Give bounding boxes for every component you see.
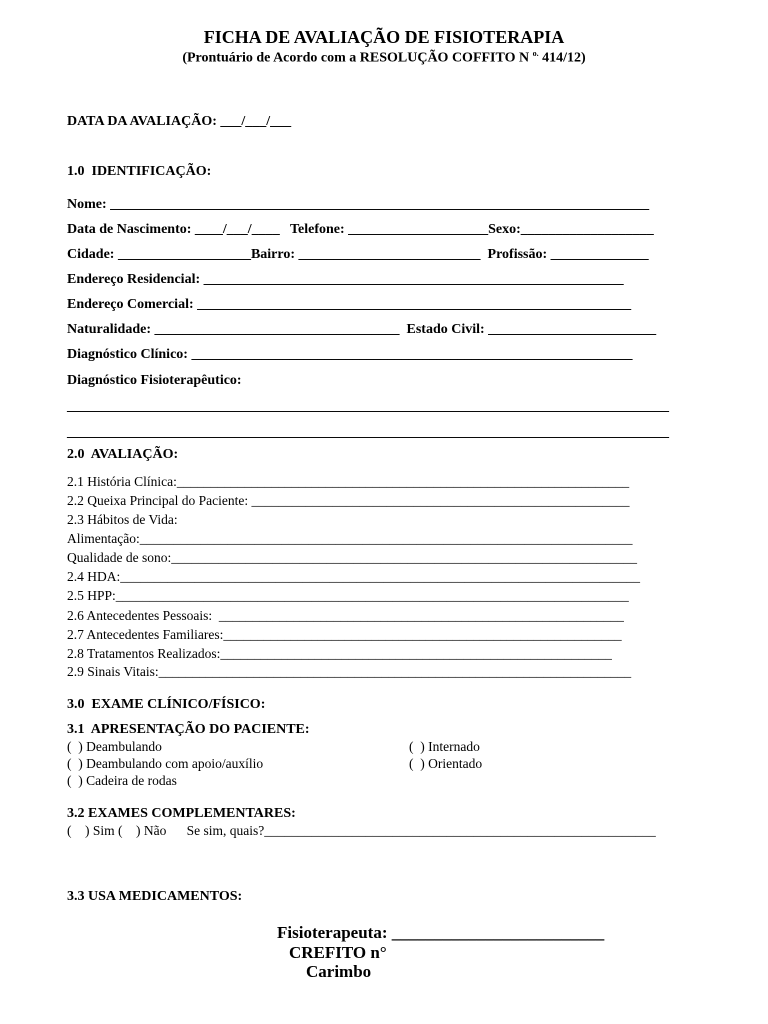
medications-heading: 3.3 USA MEDICAMENTOS: bbox=[67, 889, 243, 904]
clinical-history-field[interactable]: 2.1 História Clínica:___________________________________________________________________ bbox=[67, 474, 630, 489]
complementary-exams-heading: 3.2 EXAMES COMPLEMENTARES: bbox=[67, 806, 296, 821]
commercial-address-field[interactable]: Endereço Comercial: ______________________________________________________________ bbox=[67, 297, 632, 312]
personal-history-field[interactable]: 2.6 Antecedentes Pessoais: ____________________________________________________________ bbox=[67, 608, 624, 623]
presentation-heading: 3.1 APRESENTAÇÃO DO PACIENTE: bbox=[67, 722, 310, 737]
checkbox-oriented[interactable]: ( ) Orientado bbox=[409, 756, 483, 771]
main-complaint-field[interactable]: 2.2 Queixa Principal do Paciente: ________________________________________________________ bbox=[67, 493, 630, 508]
section-heading: 1.0 IDENTIFICAÇÃO: bbox=[67, 164, 212, 179]
subtitle-number: 414/12) bbox=[538, 50, 586, 66]
family-history-field[interactable]: 2.7 Antecedentes Familiares:___________________________________________________________ bbox=[67, 627, 622, 642]
name-field[interactable]: Nome: _____________________________________________________________________________ bbox=[67, 197, 650, 212]
birthplace-marital-status-field[interactable]: Naturalidade: ___________________________________ Estado Civil: ________________________ bbox=[67, 322, 657, 337]
physio-diagnosis-label: Diagnóstico Fisioterapêutico: bbox=[67, 373, 242, 388]
residential-address-field[interactable]: Endereço Residencial: ____________________________________________________________ bbox=[67, 272, 624, 287]
form-subtitle bbox=[0, 50, 768, 66]
hpp-field[interactable]: 2.5 HPP:____________________________________________________________________________ bbox=[67, 588, 629, 603]
form-title: FICHA DE AVALIAÇÃO DE FISIOTERAPIA bbox=[203, 27, 565, 47]
stamp-label: Carimbo bbox=[306, 962, 372, 981]
birth-phone-sex-field[interactable]: Data de Nascimento: ____/___/____ Telefone: ____________________Sexo:___________________ bbox=[67, 222, 654, 237]
clinical-diagnosis-field[interactable]: Diagnóstico Clínico: _______________________________________________________________ bbox=[67, 347, 633, 362]
physio-diagnosis-line[interactable]: ______________________________________________________________________________________ bbox=[67, 425, 669, 440]
sleep-quality-field[interactable]: Qualidade de sono:_____________________________________________________________________ bbox=[67, 550, 637, 565]
vital-signs-field[interactable]: 2.9 Sinais Vitais:______________________________________________________________________ bbox=[67, 664, 632, 679]
subtitle-text: (Prontuário de Acordo com a RESOLUÇÃO COFFITO N bbox=[182, 50, 533, 66]
evaluation-date-field[interactable]: DATA DA AVALIAÇÃO: ___/___/___ bbox=[67, 114, 292, 129]
physio-diagnosis-line[interactable]: ______________________________________________________________________________________ bbox=[67, 399, 669, 414]
section-heading: 2.0 AVALIAÇÃO: bbox=[67, 447, 179, 462]
diet-field[interactable]: Alimentação:_________________________________________________________________________ bbox=[67, 531, 633, 546]
checkbox-hospitalized[interactable]: ( ) Internado bbox=[409, 739, 480, 754]
previous-treatments-field[interactable]: 2.8 Tratamentos Realizados:__________________________________________________________ bbox=[67, 646, 612, 661]
crefito-label: CREFITO n° bbox=[289, 943, 387, 962]
checkbox-wheelchair[interactable]: ( ) Cadeira de rodas bbox=[67, 773, 177, 788]
checkbox-walking[interactable]: ( ) Deambulando bbox=[67, 739, 162, 754]
city-neighborhood-profession-field[interactable]: Cidade: ___________________Bairro: __________________________ Profissão: ______________ bbox=[67, 247, 649, 262]
physiotherapist-signature-field[interactable]: Fisioterapeuta: _________________________ bbox=[277, 923, 605, 942]
complementary-exams-field[interactable]: ( ) Sim ( ) Não Se sim, quais?__________________________________________________________ bbox=[67, 823, 656, 838]
subtitle-superscript: o. bbox=[532, 49, 539, 58]
life-habits-label: 2.3 Hábitos de Vida: bbox=[67, 512, 178, 527]
section-heading: 3.0 EXAME CLÍNICO/FÍSICO: bbox=[67, 697, 266, 712]
hda-field[interactable]: 2.4 HDA:_____________________________________________________________________________ bbox=[67, 569, 640, 584]
checkbox-walking-assisted[interactable]: ( ) Deambulando com apoio/auxílio bbox=[67, 756, 264, 771]
